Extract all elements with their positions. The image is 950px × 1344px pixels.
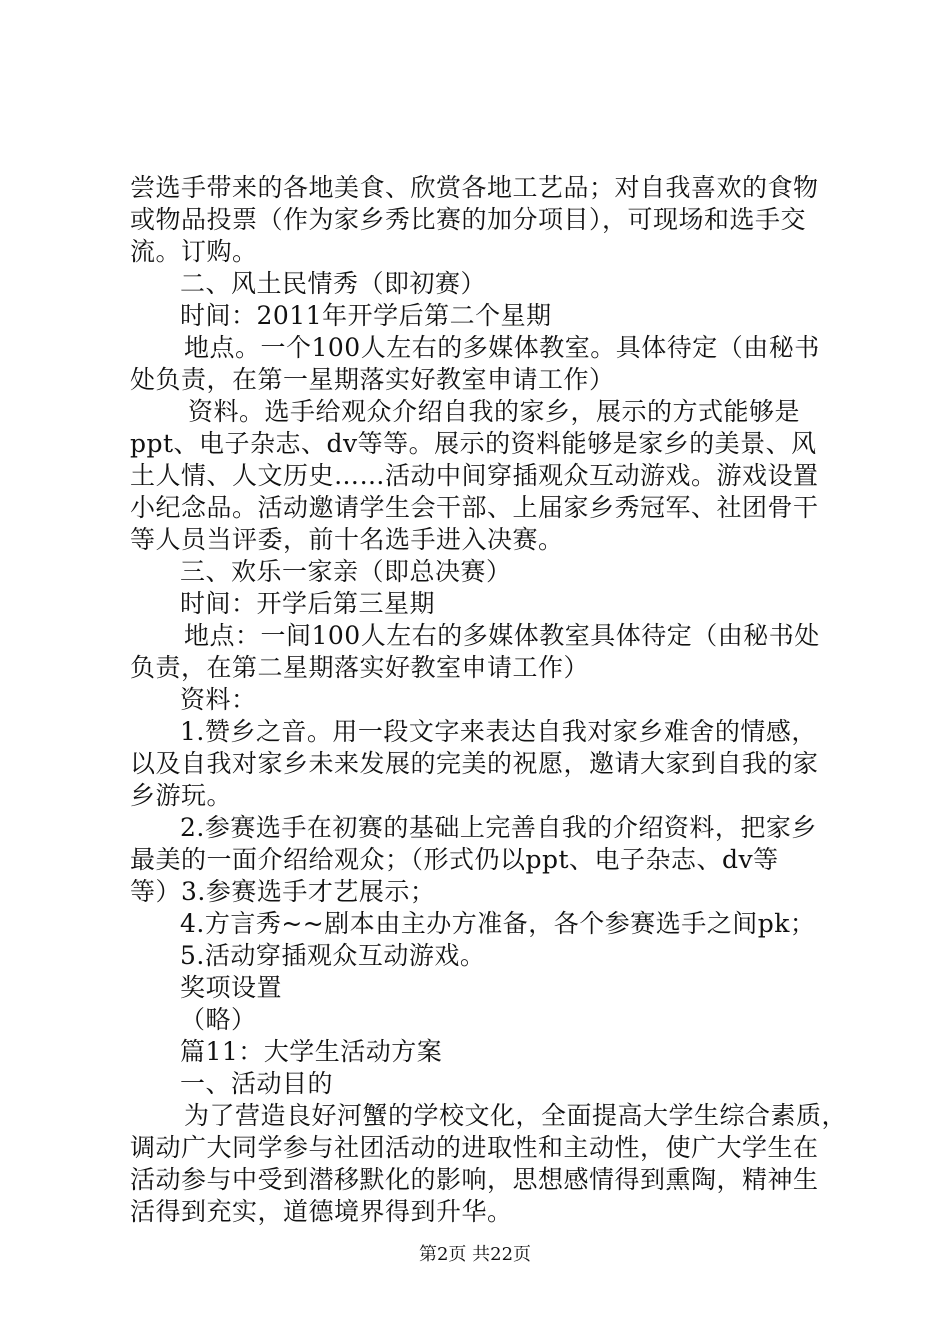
list-item: 2.参赛选手在初赛的基础上完善自我的介绍资料，把家乡: [180, 813, 817, 842]
text-line: ppt、电子杂志、dv等等。展示的资料能够是家乡的美景、风: [130, 429, 817, 458]
text-line: 流。订购。: [130, 237, 258, 266]
text-line: 为了营造良好河蟹的学校文化，全面提高大学生综合素质，: [184, 1101, 848, 1130]
list-item: 5.活动穿插观众互动游戏。: [180, 941, 486, 970]
text-line: 活得到充实，道德境界得到升华。: [130, 1197, 513, 1226]
section-heading: 奖项设置: [180, 973, 283, 1002]
list-item: 4.方言秀~~剧本由主办方准备，各个参赛选手之间pk；: [180, 909, 816, 938]
text-line: 活动参与中受到潜移默化的影响，思想感情得到熏陶，精神生: [130, 1165, 819, 1194]
text-line: （略）: [180, 1005, 257, 1034]
text-line: 负责，在第二星期落实好教室申请工作）: [130, 653, 590, 682]
text-line: 尝选手带来的各地美食、欣赏各地工艺品；对自我喜欢的食物: [130, 173, 819, 202]
text-line: 等人员当评委，前十名选手进入决赛。: [130, 525, 564, 554]
text-line: 以及自我对家乡未来发展的完美的祝愿，邀请大家到自我的家: [130, 749, 819, 778]
text-line: 资料：: [180, 685, 257, 714]
text-line: 等）3.参赛选手才艺展示；: [130, 877, 436, 906]
section-heading: 一、活动目的: [180, 1069, 334, 1098]
text-line: 最美的一面介绍给观众；（形式仍以ppt、电子杂志、dv等: [130, 845, 779, 874]
page-number-footer: 第2页 共22页: [418, 1244, 532, 1265]
section-heading: 二、风土民情秀（即初赛）: [180, 269, 487, 298]
text-line: 小纪念品。活动邀请学生会干部、上届家乡秀冠军、社团骨干: [130, 493, 819, 522]
text-line: 地点：一间100人左右的多媒体教室具体待定（由秘书处: [184, 621, 820, 650]
text-line: 地点。一个100人左右的多媒体教室。具体待定（由秘书: [184, 333, 820, 362]
chapter-heading: 篇11：大学生活动方案: [180, 1037, 443, 1066]
text-line: 土人情、人文历史……活动中间穿插观众互动游戏。游戏设置: [130, 461, 819, 490]
text-line: 处负责，在第一星期落实好教室申请工作）: [130, 365, 615, 394]
text-line: 调动广大同学参与社团活动的进取性和主动性，使广大学生在: [130, 1133, 819, 1162]
text-line: 资料。选手给观众介绍自我的家乡，展示的方式能够是: [188, 397, 801, 426]
text-line: 时间：2011年开学后第二个星期: [180, 301, 552, 330]
section-heading: 三、欢乐一家亲（即总决赛）: [180, 557, 512, 586]
list-item: 1.赞乡之音。用一段文字来表达自我对家乡难舍的情感，: [180, 717, 817, 746]
text-line: 乡游玩。: [130, 781, 233, 810]
document-body: [130, 172, 848, 1228]
text-line: 或物品投票（作为家乡秀比赛的加分项目），可现场和选手交: [130, 205, 807, 234]
text-line: 时间：开学后第三星期: [180, 589, 436, 618]
